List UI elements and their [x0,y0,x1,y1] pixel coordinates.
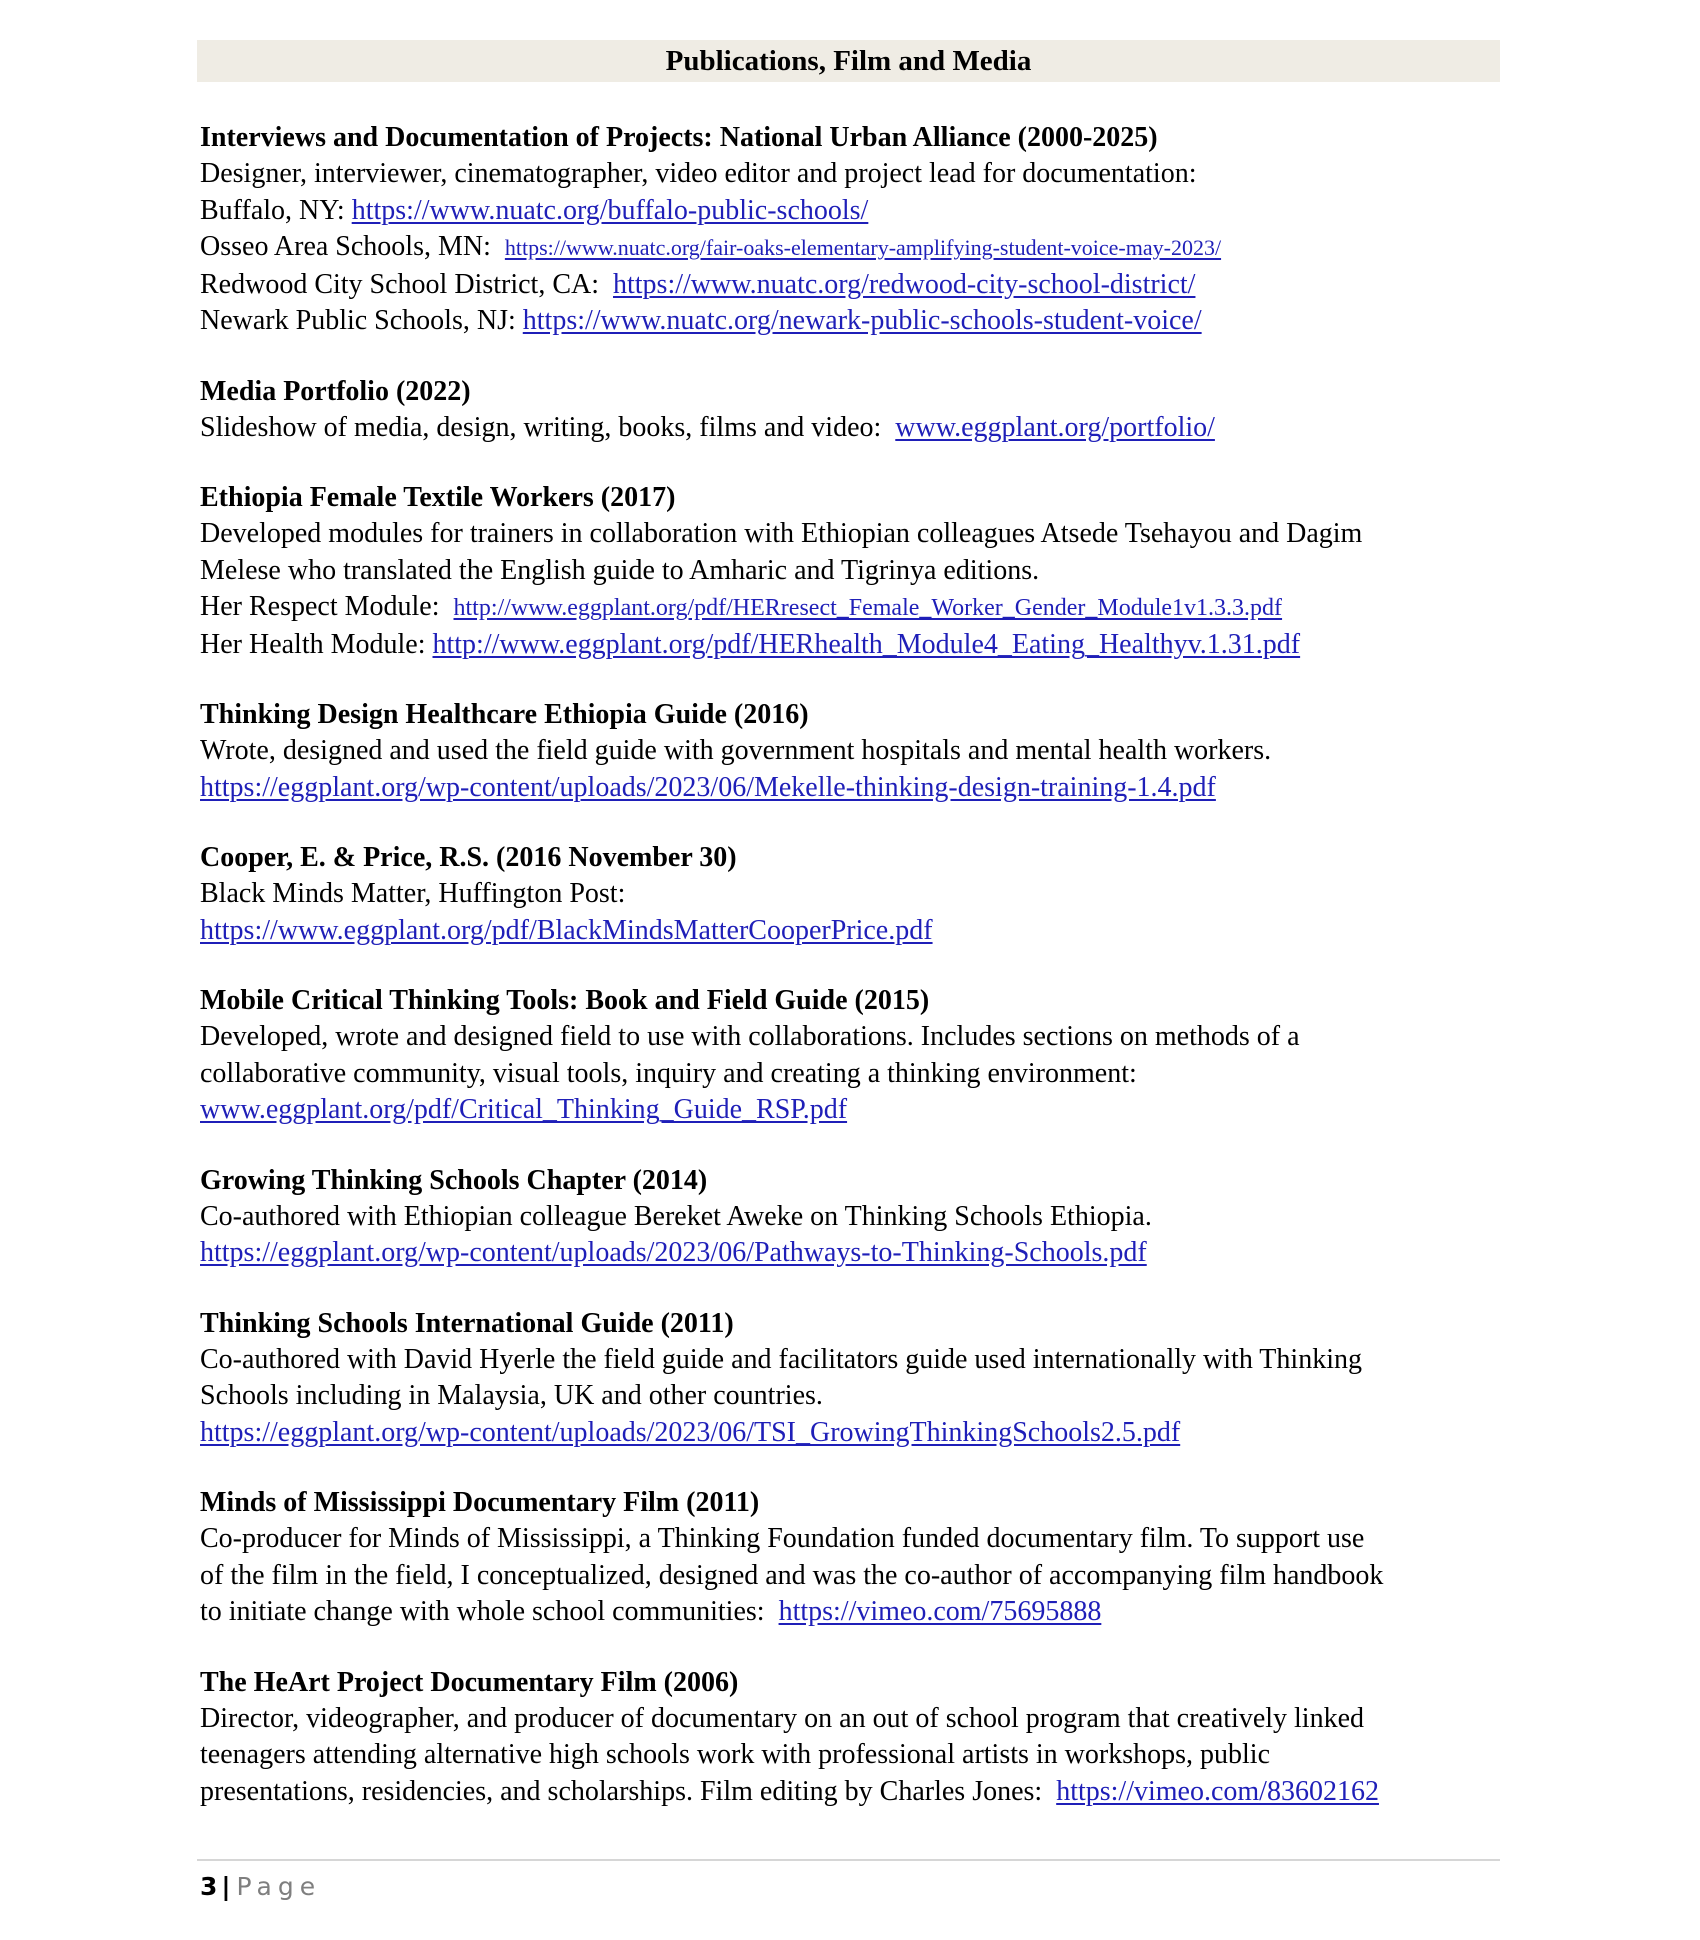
desc-text: to initiate change with whole school communities: [200,1596,779,1627]
section-desc-line: of the film in the field, I conceptualized, designed and was the co-author of accompanying film handbook [200,1559,1384,1591]
section-ethiopia-textile [200,480,1520,663]
section-desc-line: Director, videographer, and producer of documentary on an out of school program that creatively linked [200,1702,1365,1734]
list-item [200,229,1520,267]
mekelle-guide-link[interactable]: https://eggplant.org/wp-content/uploads/2023/06/Mekelle-thinking-design-training-1.4.pdf [200,771,1216,803]
section-heart-project [200,1665,1520,1811]
section-critical-thinking-tools [200,983,1520,1129]
redwood-link[interactable]: https://www.nuatc.org/redwood-city-school-district/ [613,268,1196,300]
section-desc: Designer, interviewer, cinematographer, video editor and project lead for documentation: [200,158,1197,189]
section-thinking-design [200,697,1520,806]
list-item [200,627,1520,664]
section-title: Interviews and Documentation of Projects: National Urban Alliance (2000-2025) [200,122,1158,153]
list-item [200,267,1520,304]
section-title: Growing Thinking Schools Chapter (2014) [200,1164,708,1196]
black-minds-matter-link[interactable]: https://www.eggplant.org/pdf/BlackMindsMatterCooperPrice.pdf [200,914,933,946]
section-title: Cooper, E. & Price, R.S. (2016 November 30) [200,842,737,873]
section-minds-of-mississippi [200,1485,1520,1631]
item-label: Buffalo, NY: [200,194,352,226]
her-health-link[interactable]: http://www.eggplant.org/pdf/HERhealth_Module4_Eating_Healthyv.1.31.pdf [432,628,1301,660]
section-black-minds-matter [200,840,1520,949]
section-header-band [197,40,1500,82]
pathways-link[interactable]: https://eggplant.org/wp-content/uploads/2023/06/Pathways-to-Thinking-Schools.pdf [200,1237,1147,1268]
section-desc-line: Developed, wrote and designed field to use with collaborations. Includes sections on methods of a [200,1021,1300,1052]
osseo-link[interactable]: https://www.nuatc.org/fair-oaks-elementary-amplifying-student-voice-may-2023/ [504,235,1222,260]
section-media-portfolio [200,374,1520,447]
section-title: Thinking Design Healthcare Ethiopia Guide (2016) [200,699,809,730]
list-item [200,589,1520,627]
section-desc-line: collaborative community, visual tools, inquiry and creating a thinking environment: [200,1057,1137,1089]
section-desc-line: Developed modules for trainers in collaboration with Ethiopian colleagues Atsede Tsehayou and Dagim [200,518,1363,549]
link-line [200,1092,1520,1129]
page-title: Publications, Film and Media [665,45,1032,77]
page-label: Page [236,1872,322,1901]
link-line [200,913,1520,950]
document-body [200,120,1520,1844]
section-desc-line: Co-producer for Minds of Mississippi, a Thinking Foundation funded documentary film. To support use [200,1523,1365,1554]
link-line [200,1235,1520,1272]
section-desc [200,410,1520,447]
section-title: Ethiopia Female Textile Workers (2017) [200,482,676,513]
section-desc: Co-authored with Ethiopian colleague Bereket Aweke on Thinking Schools Ethiopia. [200,1200,1152,1232]
item-label: Newark Public Schools, NJ: [200,305,523,336]
item-label: Redwood City School District, CA: [200,268,613,300]
desc-text: presentations, residencies, and scholarships. Film editing by Charles Jones: [200,1775,1057,1807]
footer-separator: | [221,1872,231,1901]
item-label: Her Health Module: [200,628,433,660]
page-number: 3 [200,1872,218,1901]
section-title: Mobile Critical Thinking Tools: Book and Field Guide (2015) [200,985,930,1016]
section-title: The HeArt Project Documentary Film (2006) [200,1666,739,1698]
her-respect-link[interactable]: http://www.eggplant.org/pdf/HERresect_Female_Worker_Gender_Module1v1.3.3.pdf [453,595,1283,621]
newark-link[interactable]: https://www.nuatc.org/newark-public-schools-student-voice/ [522,305,1202,336]
section-title: Minds of Mississippi Documentary Film (2011) [200,1487,760,1518]
section-desc-line: Melese who translated the English guide to Amharic and Tigrinya editions. [200,554,1040,586]
page-footer [200,1872,321,1901]
section-title: Thinking Schools International Guide (2011) [200,1307,734,1339]
mississippi-vimeo-link[interactable]: https://vimeo.com/75695888 [778,1596,1102,1627]
critical-thinking-guide-link[interactable]: www.eggplant.org/pdf/Critical_Thinking_Guide_RSP.pdf [200,1094,848,1125]
item-label: Her Respect Module: [200,591,454,622]
link-line [200,1415,1520,1452]
section-desc-line: Schools including in Malaysia, UK and other countries. [200,1380,823,1411]
section-tsi-guide [200,1306,1520,1452]
desc-text: Slideshow of media, design, writing, books, films and video: [200,411,896,443]
buffalo-link[interactable]: https://www.nuatc.org/buffalo-public-schools/ [351,194,869,226]
tsi-guide-link[interactable]: https://eggplant.org/wp-content/uploads/2023/06/TSI_GrowingThinkingSchools2.5.pdf [200,1416,1181,1448]
section-desc-line: teenagers attending alternative high schools work with professional artists in workshops, public [200,1739,1271,1770]
section-desc-line [200,1774,1520,1811]
portfolio-link[interactable]: www.eggplant.org/portfolio/ [895,411,1215,443]
section-desc: Black Minds Matter, Huffington Post: [200,878,626,909]
section-desc-line [200,1594,1520,1631]
section-desc: Wrote, designed and used the field guide with government hospitals and mental health workers. [200,735,1272,766]
section-desc-line: Co-authored with David Hyerle the field guide and facilitators guide used internationally with Thinking [200,1343,1362,1375]
link-line [200,770,1520,807]
list-item [200,303,1520,340]
list-item [200,193,1520,230]
section-growing-thinking-schools [200,1163,1520,1272]
heart-vimeo-link[interactable]: https://vimeo.com/83602162 [1056,1775,1379,1807]
section-title: Media Portfolio (2022) [200,375,471,407]
section-nua [200,120,1520,340]
item-label: Osseo Area Schools, MN: [200,231,505,262]
footer-divider [197,1859,1500,1861]
